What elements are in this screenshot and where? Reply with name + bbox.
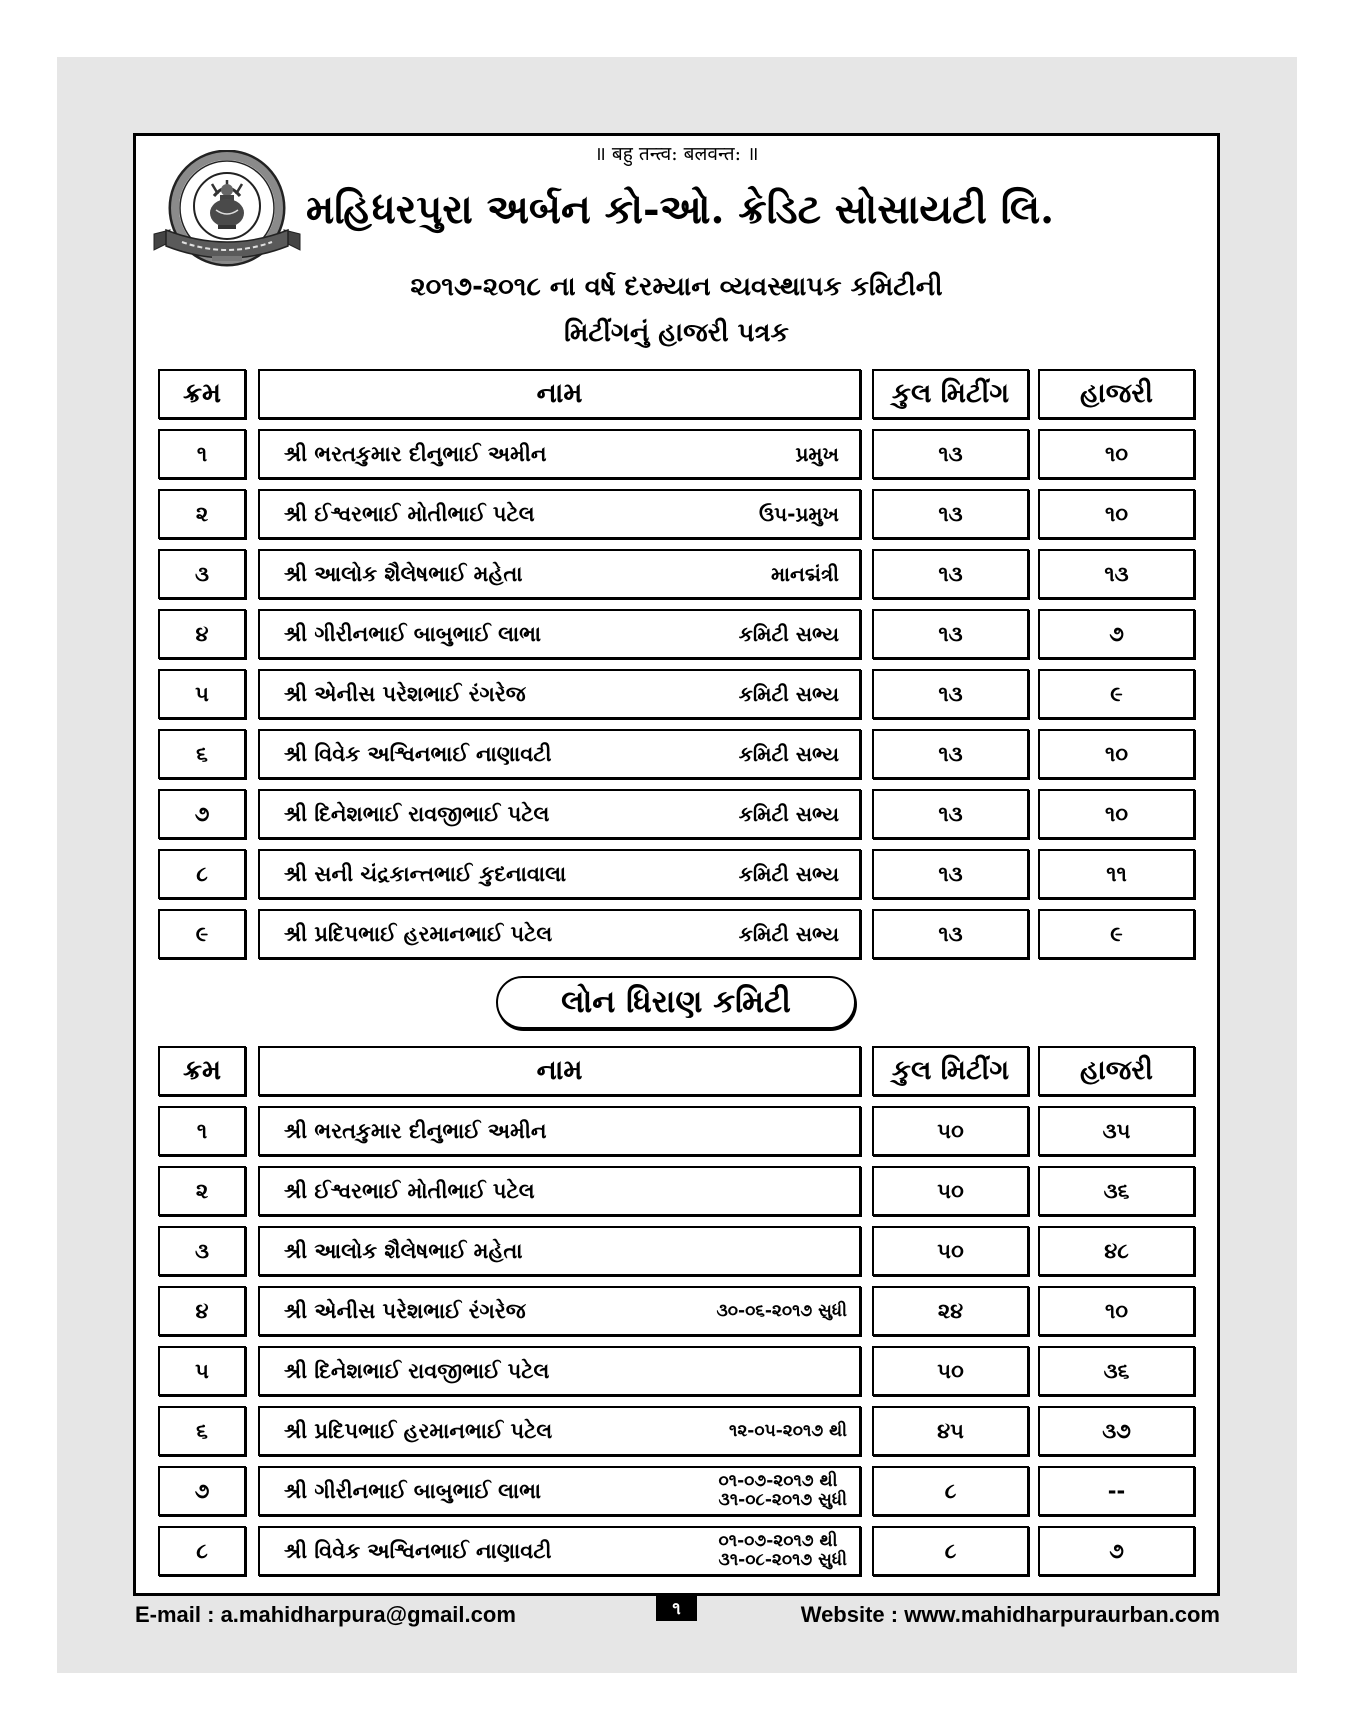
serial-cell: ૧ bbox=[158, 1106, 246, 1156]
member-role: કમિટી સભ્ય bbox=[738, 862, 839, 886]
total-meetings-cell: ૫૦ bbox=[872, 1106, 1029, 1156]
header-total-meetings: કુલ મિટીંગ bbox=[872, 1046, 1029, 1096]
total-meetings-cell: ૧૩ bbox=[872, 489, 1029, 539]
table-row bbox=[158, 1406, 1195, 1456]
name-cell bbox=[258, 429, 861, 479]
serial-cell: ૨ bbox=[158, 489, 246, 539]
header-serial: ક્રમ bbox=[158, 1046, 246, 1096]
society-logo bbox=[152, 150, 302, 270]
total-meetings-cell: ૧૩ bbox=[872, 849, 1029, 899]
attendance-cell: ૧૦ bbox=[1038, 429, 1195, 479]
total-meetings-cell: ૧૩ bbox=[872, 549, 1029, 599]
tenure-note bbox=[716, 1302, 847, 1321]
header-attendance: હાજરી bbox=[1038, 369, 1195, 419]
tenure-note-line: ૦૧-૦૭-૨૦૧૭ થી bbox=[718, 1531, 838, 1551]
name-cell bbox=[258, 729, 861, 779]
serial-cell: ૮ bbox=[158, 1526, 246, 1576]
serial-cell: ૪ bbox=[158, 609, 246, 659]
serial-cell: ૩ bbox=[158, 549, 246, 599]
table-row bbox=[158, 1166, 1195, 1216]
total-meetings-cell: ૫૦ bbox=[872, 1166, 1029, 1216]
name-cell bbox=[258, 1106, 861, 1156]
member-name: શ્રી પ્રદિપભાઈ હરમાનભાઈ પટેલ bbox=[284, 1418, 553, 1443]
member-name: શ્રી ભરતકુમાર દીનુભાઈ અમીન bbox=[284, 1118, 547, 1143]
footer-website: Website : www.mahidharpuraurban.com bbox=[800, 1602, 1220, 1627]
table-row bbox=[158, 909, 1195, 959]
table-row bbox=[158, 1346, 1195, 1396]
loan-committee-title: લોન ધિરાણ કમિટી bbox=[496, 976, 856, 1029]
member-role: કમિટી સભ્ય bbox=[738, 922, 839, 946]
serial-cell: ૭ bbox=[158, 789, 246, 839]
member-role: કમિટી સભ્ય bbox=[738, 802, 839, 826]
name-cell bbox=[258, 1466, 861, 1516]
table-row bbox=[158, 1226, 1195, 1276]
header-name: નામ bbox=[258, 369, 861, 419]
name-cell bbox=[258, 909, 861, 959]
member-name: શ્રી દિનેશભાઈ રાવજીભાઈ પટેલ bbox=[284, 1358, 550, 1383]
total-meetings-cell: ૪૫ bbox=[872, 1406, 1029, 1456]
tenure-note-line: ૦૧-૦૭-૨૦૧૭ થી bbox=[718, 1471, 838, 1491]
table-row bbox=[158, 849, 1195, 899]
total-meetings-cell: ૫૦ bbox=[872, 1226, 1029, 1276]
member-name: શ્રી ભરતકુમાર દીનુભાઈ અમીન bbox=[284, 441, 547, 466]
tenure-note-line: ૧૨-૦૫-૨૦૧૭ થી bbox=[728, 1420, 847, 1441]
total-meetings-cell: ૧૩ bbox=[872, 609, 1029, 659]
member-name: શ્રી દિનેશભાઈ રાવજીભાઈ પટેલ bbox=[284, 801, 550, 826]
serial-cell: ૪ bbox=[158, 1286, 246, 1336]
header-serial: ક્રમ bbox=[158, 369, 246, 419]
total-meetings-cell: ૧૩ bbox=[872, 729, 1029, 779]
tenure-note bbox=[729, 1422, 847, 1441]
attendance-cell: ૯ bbox=[1038, 669, 1195, 719]
member-name: શ્રી ગીરીનભાઈ બાબુભાઈ લાભા bbox=[284, 1478, 542, 1503]
tenure-note bbox=[719, 1532, 847, 1570]
attendance-cell: ૩૫ bbox=[1038, 1106, 1195, 1156]
name-cell bbox=[258, 1526, 861, 1576]
loan-committee-table bbox=[158, 1046, 1195, 1577]
total-meetings-cell: ૮ bbox=[872, 1526, 1029, 1576]
total-meetings-cell: ૧૩ bbox=[872, 909, 1029, 959]
attendance-cell: ૭ bbox=[1038, 1526, 1195, 1576]
member-name: શ્રી એનીસ પરેશભાઈ રંગરેજ bbox=[284, 681, 526, 706]
table-header-row bbox=[158, 369, 1195, 419]
tenure-note-line: ૩૦-૦૬-૨૦૧૭ સુધી bbox=[716, 1300, 847, 1321]
attendance-cell: -- bbox=[1038, 1466, 1195, 1516]
name-cell bbox=[258, 669, 861, 719]
name-cell bbox=[258, 1406, 861, 1456]
attendance-cell: ૩૭ bbox=[1038, 1406, 1195, 1456]
name-cell bbox=[258, 1286, 861, 1336]
motto: ॥ बहु तन्त्व: बलवन्त: ॥ bbox=[594, 143, 759, 165]
tenure-note-line: ૩૧-૦૮-૨૦૧૭ સુધી bbox=[718, 1490, 847, 1510]
attendance-cell: ૪૮ bbox=[1038, 1226, 1195, 1276]
serial-cell: ૮ bbox=[158, 849, 246, 899]
member-role: કમિટી સભ્ય bbox=[738, 742, 839, 766]
member-role: પ્રમુખ bbox=[795, 442, 839, 466]
total-meetings-cell: ૧૩ bbox=[872, 789, 1029, 839]
attendance-cell: ૧૦ bbox=[1038, 729, 1195, 779]
header-total-meetings: કુલ મિટીંગ bbox=[872, 369, 1029, 419]
page-number: ૧ bbox=[656, 1596, 697, 1621]
member-name: શ્રી સની ચંદ્રકાન્તભાઈ કુદનાવાલા bbox=[284, 861, 567, 886]
footer-email: E-mail : a.mahidharpura@gmail.com bbox=[135, 1602, 516, 1627]
total-meetings-cell: ૮ bbox=[872, 1466, 1029, 1516]
name-cell bbox=[258, 489, 861, 539]
attendance-cell: ૩૬ bbox=[1038, 1166, 1195, 1216]
tenure-note-line: ૩૧-૦૮-૨૦૧૭ સુધી bbox=[718, 1550, 847, 1570]
serial-cell: ૫ bbox=[158, 1346, 246, 1396]
serial-cell: ૯ bbox=[158, 909, 246, 959]
serial-cell: ૨ bbox=[158, 1166, 246, 1216]
serial-cell: ૩ bbox=[158, 1226, 246, 1276]
member-role: માનદ્મંત્રી bbox=[771, 562, 839, 586]
attendance-cell: ૧૦ bbox=[1038, 489, 1195, 539]
organization-name: મહિધરપુરા અર્બન કો-ઓ. ક્રેડિટ સોસાયટી લિ. bbox=[305, 186, 1055, 233]
attendance-cell: ૧૧ bbox=[1038, 849, 1195, 899]
member-name: શ્રી ઈશ્વરભાઈ મોતીભાઈ પટેલ bbox=[284, 501, 535, 526]
member-name: શ્રી ઈશ્વરભાઈ મોતીભાઈ પટેલ bbox=[284, 1178, 535, 1203]
management-committee-table bbox=[158, 369, 1195, 959]
table-row bbox=[158, 429, 1195, 479]
table-row bbox=[158, 1286, 1195, 1336]
name-cell bbox=[258, 549, 861, 599]
serial-cell: ૬ bbox=[158, 729, 246, 779]
serial-cell: ૧ bbox=[158, 429, 246, 479]
table-row bbox=[158, 489, 1195, 539]
table-row bbox=[158, 1466, 1195, 1516]
member-role: ઉપ-પ્રમુખ bbox=[759, 502, 839, 526]
report-heading-line-2: મિટીંગનું હાજરી પત્રક bbox=[564, 318, 789, 348]
name-cell bbox=[258, 1226, 861, 1276]
serial-cell: ૫ bbox=[158, 669, 246, 719]
serial-cell: ૬ bbox=[158, 1406, 246, 1456]
member-name: શ્રી આલોક શૈલેષભાઈ મહેતા bbox=[284, 561, 523, 586]
total-meetings-cell: ૧૩ bbox=[872, 429, 1029, 479]
name-cell bbox=[258, 609, 861, 659]
member-name: શ્રી પ્રદિપભાઈ હરમાનભાઈ પટેલ bbox=[284, 921, 553, 946]
member-name: શ્રી વિવેક અશ્વિનભાઈ નાણાવટી bbox=[284, 1538, 552, 1563]
table-row bbox=[158, 669, 1195, 719]
table-row bbox=[158, 1106, 1195, 1156]
name-cell bbox=[258, 849, 861, 899]
tenure-note bbox=[719, 1472, 847, 1510]
header-name: નામ bbox=[258, 1046, 861, 1096]
total-meetings-cell: ૫૦ bbox=[872, 1346, 1029, 1396]
serial-cell: ૭ bbox=[158, 1466, 246, 1516]
attendance-cell: ૭ bbox=[1038, 609, 1195, 659]
attendance-cell: ૧૦ bbox=[1038, 789, 1195, 839]
attendance-cell: ૩૬ bbox=[1038, 1346, 1195, 1396]
member-name: શ્રી વિવેક અશ્વિનભાઈ નાણાવટી bbox=[284, 741, 552, 766]
table-row bbox=[158, 1526, 1195, 1576]
name-cell bbox=[258, 789, 861, 839]
attendance-cell: ૧૩ bbox=[1038, 549, 1195, 599]
name-cell bbox=[258, 1166, 861, 1216]
total-meetings-cell: ૨૪ bbox=[872, 1286, 1029, 1336]
table-row bbox=[158, 609, 1195, 659]
report-heading-line-1: ૨૦૧૭-૨૦૧૮ ના વર્ષ દરમ્યાન વ્યવસ્થાપક કમિટીની bbox=[410, 272, 943, 302]
table-row bbox=[158, 729, 1195, 779]
attendance-cell: ૧૦ bbox=[1038, 1286, 1195, 1336]
table-header-row bbox=[158, 1046, 1195, 1096]
name-cell bbox=[258, 1346, 861, 1396]
member-role: કમિટી સભ્ય bbox=[738, 682, 839, 706]
attendance-cell: ૯ bbox=[1038, 909, 1195, 959]
member-name: શ્રી આલોક શૈલેષભાઈ મહેતા bbox=[284, 1238, 523, 1263]
member-role: કમિટી સભ્ય bbox=[738, 622, 839, 646]
table-row bbox=[158, 789, 1195, 839]
table-row bbox=[158, 549, 1195, 599]
header-attendance: હાજરી bbox=[1038, 1046, 1195, 1096]
total-meetings-cell: ૧૩ bbox=[872, 669, 1029, 719]
member-name: શ્રી ગીરીનભાઈ બાબુભાઈ લાભા bbox=[284, 621, 542, 646]
member-name: શ્રી એનીસ પરેશભાઈ રંગરેજ bbox=[284, 1298, 526, 1323]
